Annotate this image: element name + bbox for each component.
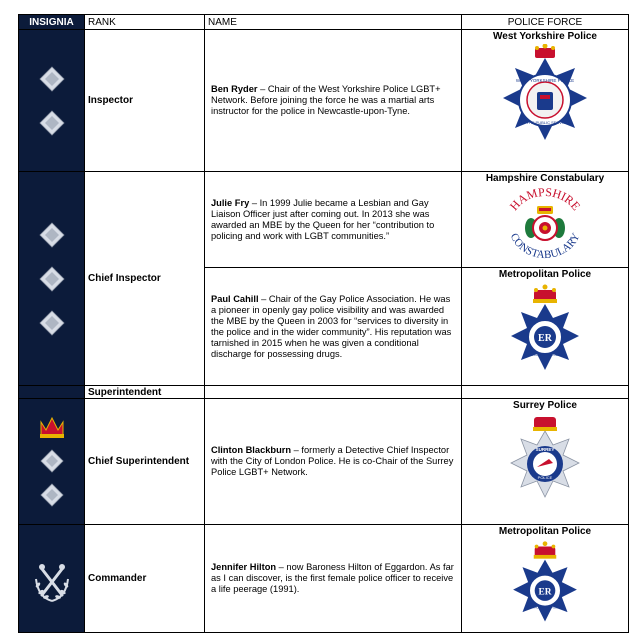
- table-row: [19, 386, 629, 399]
- table-row: [19, 172, 629, 268]
- table-row: [19, 30, 629, 172]
- person-description: – formerly a Detective Chief Inspector with the City of London Police. He is co-Chair of the Surrey Police LGBT+ Network.: [211, 445, 454, 477]
- name-cell-julie-fry: [205, 172, 462, 268]
- badge-bottom-text: POLICE: [537, 475, 553, 480]
- crossed-tipstaves-wreath-insignia-icon: [30, 551, 74, 607]
- table-row: [19, 399, 629, 525]
- metropolitan-police-badge-icon: [505, 539, 585, 629]
- insignia-table: [18, 14, 629, 633]
- insignia-cell-commander: [19, 525, 85, 633]
- insignia-cell-inspector: [19, 30, 85, 172]
- person-name: Paul Cahill: [211, 293, 259, 304]
- force-name: West Yorkshire Police: [493, 31, 597, 42]
- person-name: Ben Ryder: [211, 84, 258, 94]
- rank-superintendent: Superintendent: [85, 386, 205, 399]
- force-cell-surrey: [462, 399, 629, 525]
- person-name: Jennifer Hilton: [211, 562, 277, 572]
- force-name: Surrey Police: [513, 400, 577, 411]
- header-force: POLICE FORCE: [462, 15, 629, 30]
- badge-cypher: ER: [538, 587, 552, 598]
- header-row: [19, 15, 629, 30]
- name-cell-paul-cahill: [205, 268, 462, 386]
- person-description: – In 1999 Julie became a Lesbian and Gay Liaison Officer just after coming out. In 2013 she was awarded an MBE by the Queen for her “contribution to policing and work with LGBT communities.”: [211, 197, 435, 241]
- metropolitan-police-badge-icon: [505, 282, 585, 378]
- force-cell-metropolitan-1: [462, 268, 629, 386]
- force-name: Hampshire Constabulary: [485, 173, 605, 184]
- rank-chief-superintendent: Chief Superintendent: [85, 399, 205, 525]
- insignia-cell-superintendent: [19, 386, 85, 399]
- name-cell-clinton-blackburn: [205, 399, 462, 525]
- header-insignia: INSIGNIA: [19, 15, 85, 30]
- badge-motto: IN THE PUBLIC SERVICE: [521, 120, 569, 125]
- badge-bottom-text: CONSTABULARY: [507, 231, 583, 262]
- insignia-cell-chief-superintendent: [19, 399, 85, 525]
- crown-two-pip-insignia-icon: [35, 414, 69, 510]
- badge-text: METROPOLITAN POLICE: [528, 605, 562, 610]
- header-name: NAME: [205, 15, 462, 30]
- badge-text: WEST YORKSHIRE POLICE: [515, 78, 575, 83]
- table-row: [19, 525, 629, 633]
- force-cell-metropolitan-2: [462, 525, 629, 633]
- person-description: – Chair of the West Yorkshire Police LGBT+ Network. Before joining the force he was a martial arts instructor for the police in Newcastle-upon-Tyne.: [211, 84, 441, 116]
- rank-inspector: Inspector: [85, 30, 205, 172]
- name-cell-ben-ryder: [205, 30, 462, 172]
- force-cell-hampshire: [462, 172, 629, 268]
- force-cell-west-yorkshire: [462, 30, 629, 172]
- insignia-cell-chief-inspector: [19, 172, 85, 386]
- west-yorkshire-police-badge-icon: [497, 44, 593, 148]
- badge-cypher: ER: [538, 333, 552, 344]
- badge-top-text: HAMPSHIRE: [506, 186, 584, 214]
- person-description: – Chair of the Gay Police Association. He was a pioneer in openly gay police visibility and was awarded the MBE by the Queen in 2003 for “services to diversity in the police and in the wider community”. His reputation was tarnished in 2015 when he was given a conditional discharge for possessing drugs.: [211, 293, 452, 359]
- person-name: Clinton Blackburn: [211, 445, 292, 455]
- person-name: Julie Fry: [211, 197, 250, 208]
- person-description: – now Baroness Hilton of Eggardon. As far as I can discover, is the first female police officer to receive a life peerage (1991).: [211, 562, 454, 594]
- rank-commander: Commander: [85, 525, 205, 633]
- force-name: Metropolitan Police: [498, 526, 592, 537]
- empty-force-cell: [462, 386, 629, 399]
- name-cell-jennifer-hilton: [205, 525, 462, 633]
- two-pip-insignia-icon: [37, 64, 67, 138]
- badge-text: SURREY: [535, 447, 555, 452]
- empty-name-cell: [205, 386, 462, 399]
- surrey-police-badge-icon: [503, 413, 587, 505]
- hampshire-constabulary-badge-icon: [497, 186, 593, 264]
- header-rank: RANK: [85, 15, 205, 30]
- three-pip-insignia-icon: [37, 220, 67, 338]
- rank-chief-inspector: Chief Inspector: [85, 172, 205, 386]
- badge-text: METROPOLITAN POLICE: [527, 353, 563, 357]
- force-name: Metropolitan Police: [498, 269, 592, 280]
